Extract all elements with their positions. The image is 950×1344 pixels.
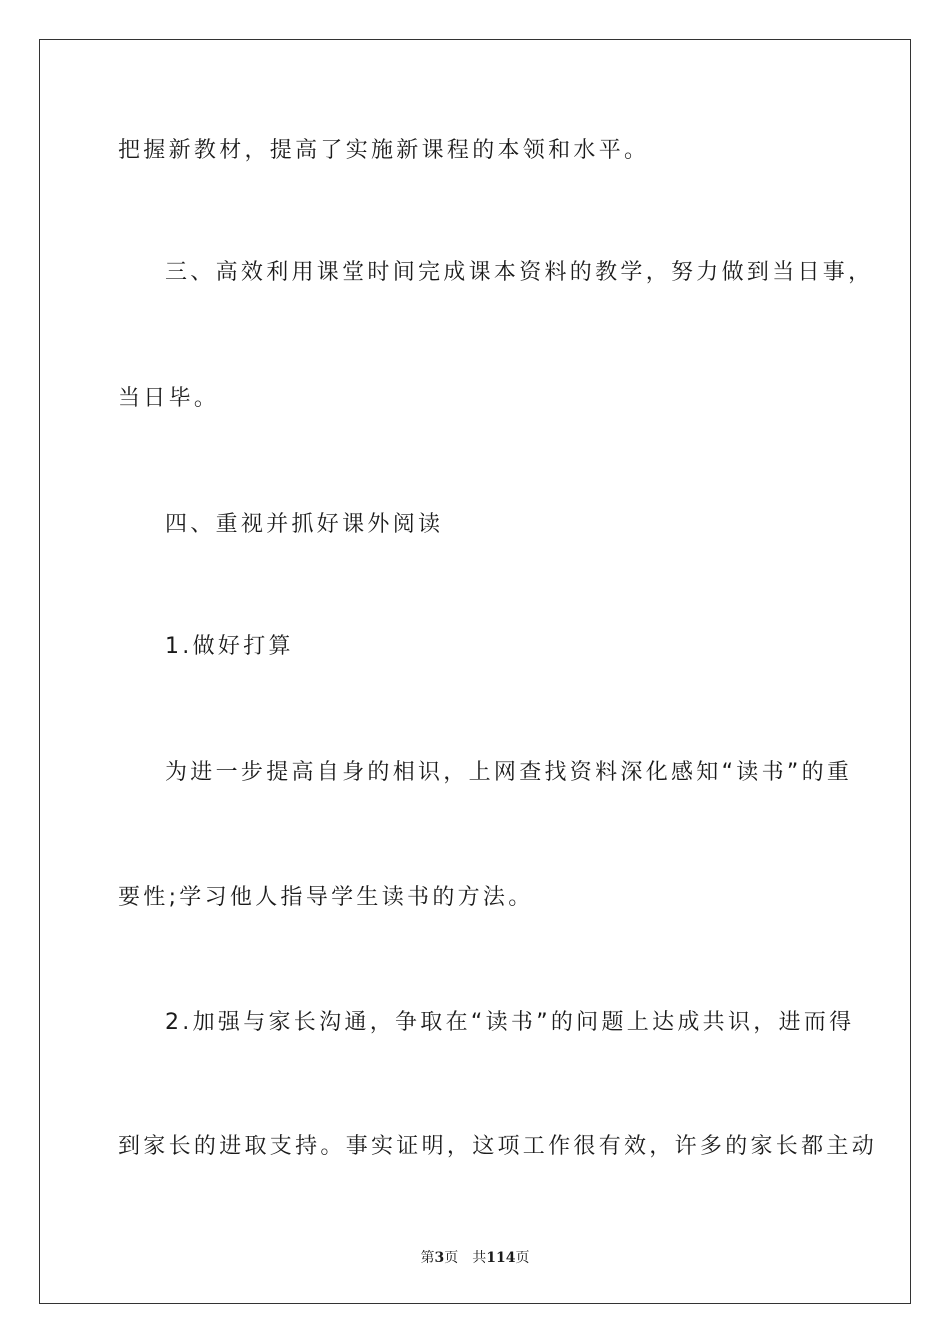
page-border: [39, 39, 911, 1304]
total-suffix: 页: [515, 1250, 530, 1266]
text-line-7: 要性;学习他人指导学生读书的方法。: [118, 885, 534, 910]
text-line-6: 为进一步提高自身的相识，上网查找资料深化感知“读书”的重: [165, 760, 853, 785]
text-line-9: 到家长的进取支持。事实证明，这项工作很有效，许多的家长都主动: [118, 1134, 878, 1159]
page-suffix: 页: [444, 1250, 459, 1266]
text-line-8: 2.加强与家长沟通，争取在“读书”的问题上达成共识，进而得: [165, 1010, 855, 1035]
total-prefix: 共: [472, 1250, 487, 1266]
text-line-1: 把握新教材，提高了实施新课程的本领和水平。: [118, 138, 650, 163]
text-line-4: 四、重视并抓好课外阅读: [165, 512, 444, 537]
total-pages: 114: [486, 1250, 516, 1266]
page-footer: [0, 1248, 950, 1268]
page-prefix: 第: [420, 1250, 435, 1266]
text-line-5: 1.做好打算: [165, 634, 294, 659]
page-number: 3: [434, 1250, 445, 1266]
text-line-2: 三、高效利用课堂时间完成课本资料的教学，努力做到当日事，: [165, 260, 874, 285]
text-line-3: 当日毕。: [118, 386, 220, 411]
